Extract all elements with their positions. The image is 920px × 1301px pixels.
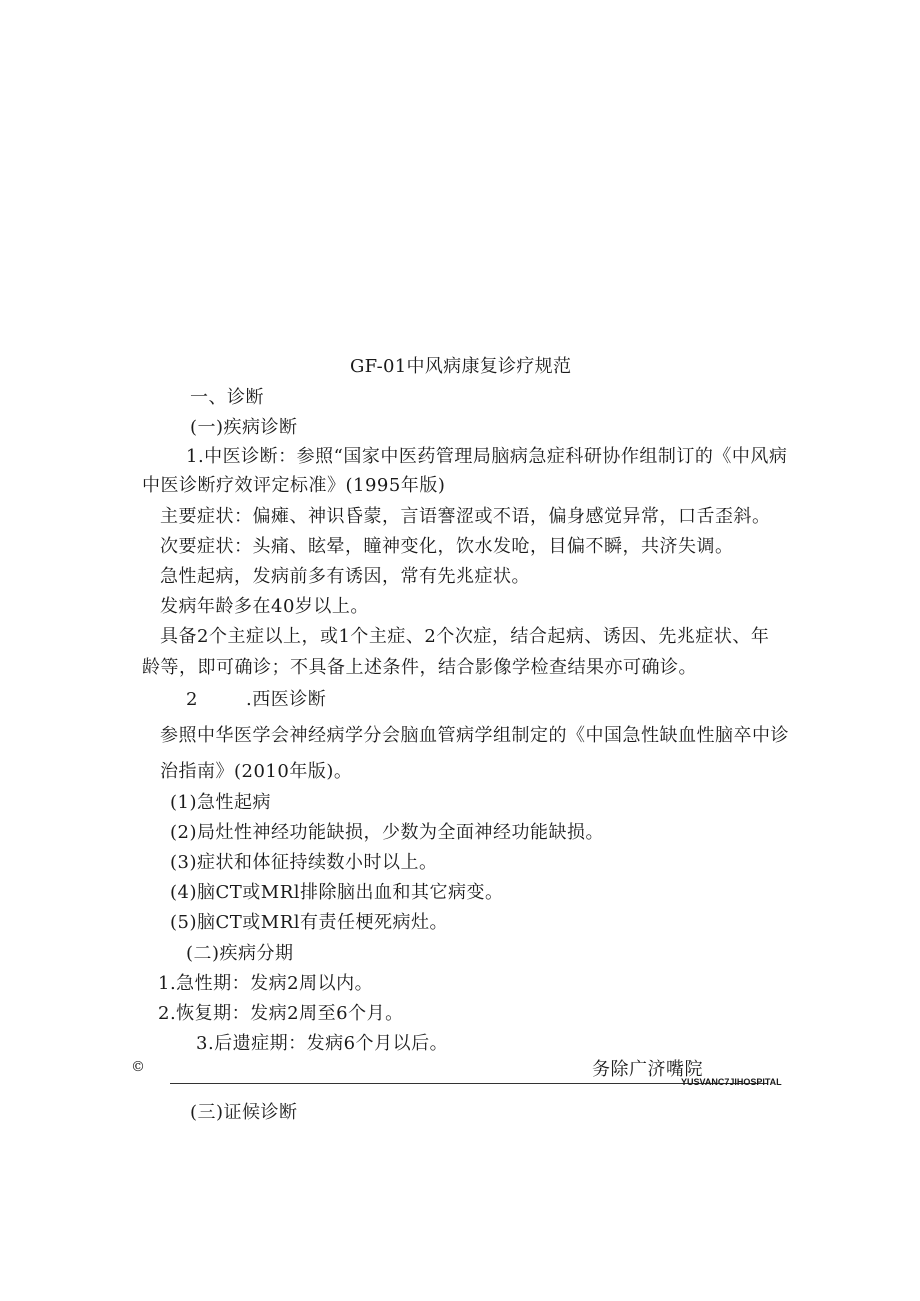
list-item-criterion-4: (4)脑CT或MRl排除脑出血和其它病变。 bbox=[170, 882, 504, 903]
page-title: GF-01中风病康复诊疗规范 bbox=[350, 356, 572, 377]
western-diagnosis-number: 2 bbox=[186, 689, 198, 710]
footer-divider bbox=[170, 1083, 768, 1084]
paragraph-main-symptoms: 主要症状：偏瘫、神识昏蒙，言语謇涩或不语，偏身感觉异常，口舌歪斜。 bbox=[160, 506, 771, 527]
hospital-english-name: YUSVANC7JIHOSPITAL bbox=[681, 1077, 782, 1087]
list-item-criterion-5: (5)脑CT或MRl有责任梗死病灶。 bbox=[170, 912, 449, 933]
hospital-name-logo: 务除广济嘴院 bbox=[592, 1059, 703, 1080]
list-item-criterion-3: (3)症状和体征持续数小时以上。 bbox=[170, 852, 438, 873]
paragraph-tcm-diagnosis-line2: 中医诊断疗效评定标准》(1995年版) bbox=[142, 475, 446, 496]
list-item-stage-sequela: 3.后遗症期：发病6个月以后。 bbox=[196, 1033, 449, 1054]
paragraph-western-reference-line1: 参照中华医学会神经病学分会脑血管病学组制定的《中国急性缺血性脑卒中诊 bbox=[160, 725, 789, 746]
section-heading-diagnosis: 一、诊断 bbox=[190, 387, 264, 408]
list-item-stage-recovery: 2.恢复期：发病2周至6个月。 bbox=[158, 1003, 404, 1024]
paragraph-criteria-line2: 龄等，即可确诊；不具备上述条件，结合影像学检查结果亦可确诊。 bbox=[142, 657, 697, 678]
western-diagnosis-heading: .西医诊断 bbox=[246, 689, 327, 710]
copyright-mark: © bbox=[131, 1059, 145, 1075]
paragraph-criteria-line1: 具备2个主症以上，或1个主症、2个次症，结合起病、诱因、先兆症状、年 bbox=[160, 626, 770, 647]
subsection-heading-disease-diagnosis: (一)疾病诊断 bbox=[190, 417, 298, 438]
paragraph-tcm-diagnosis-line1: 1.中医诊断：参照“国家中医药管理局脑病急症科研协作组制订的《中风病 bbox=[186, 446, 788, 467]
paragraph-acute-onset: 急性起病，发病前多有诱因，常有先兆症状。 bbox=[160, 566, 530, 587]
list-item-stage-acute: 1.急性期：发病2周以内。 bbox=[158, 973, 374, 994]
list-item-criterion-1: (1)急性起病 bbox=[170, 792, 271, 813]
list-item-criterion-2: (2)局灶性神经功能缺损，少数为全面神经功能缺损。 bbox=[170, 822, 604, 843]
subsection-heading-syndrome: (三)证候诊断 bbox=[190, 1102, 298, 1123]
paragraph-onset-age: 发病年龄多在40岁以上。 bbox=[160, 596, 369, 617]
paragraph-secondary-symptoms: 次要症状：头痛、眩晕，瞳神变化，饮水发呛，目偏不瞬，共济失调。 bbox=[160, 536, 734, 557]
subsection-heading-staging: (二)疾病分期 bbox=[186, 943, 294, 964]
paragraph-western-reference-line2: 治指南》(2010年版)。 bbox=[160, 761, 353, 782]
